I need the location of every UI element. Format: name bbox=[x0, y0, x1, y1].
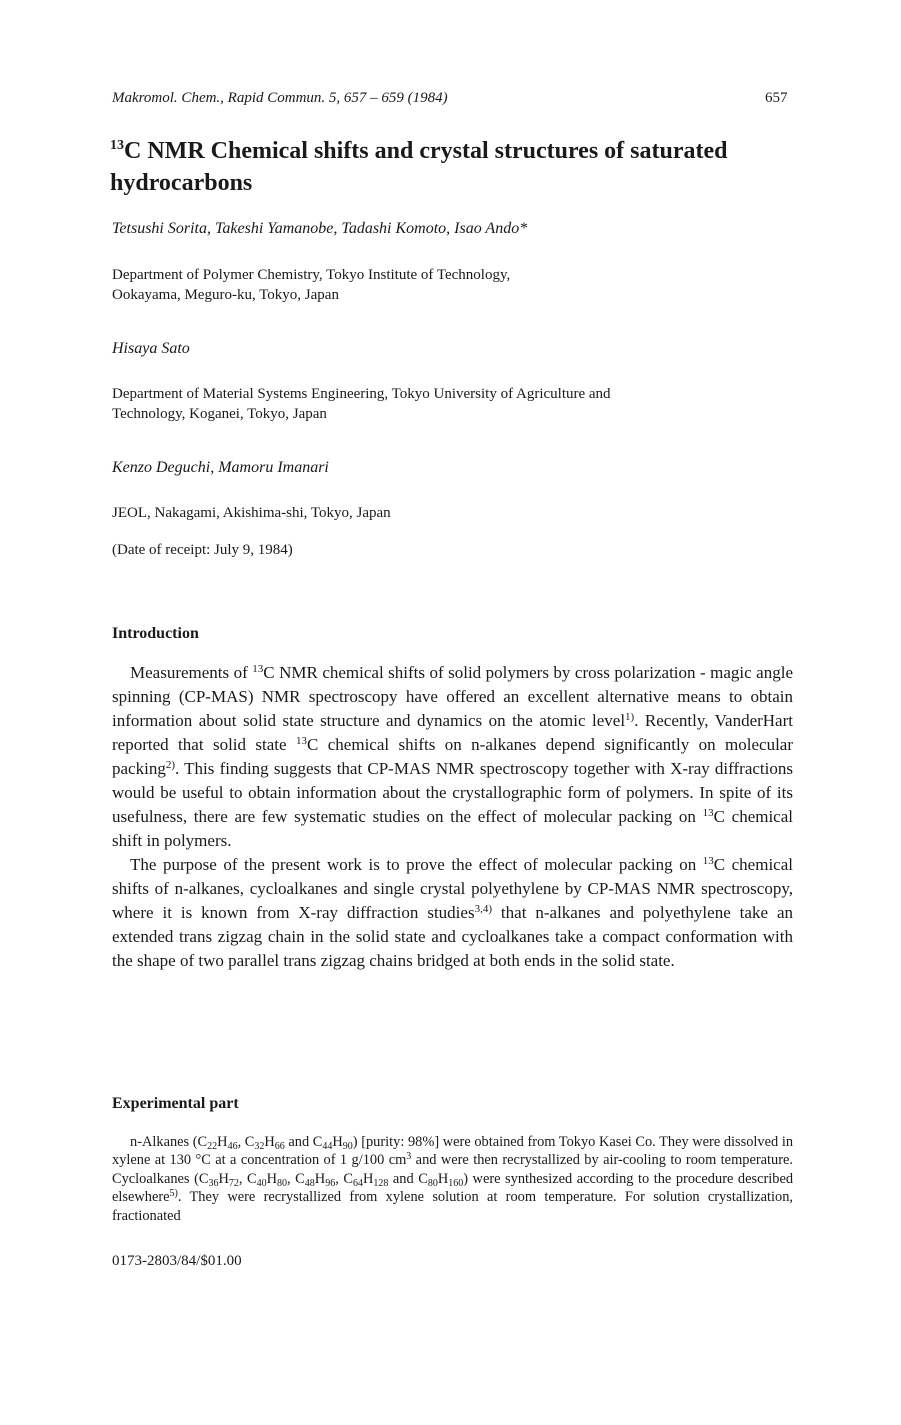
title-isotope-superscript: 13 bbox=[110, 138, 124, 153]
introduction-paragraph-2: The purpose of the present work is to prove the effect of molecular packing on $^{13}$C chemical shifts of n-alkanes, cycloalkanes and single crystal polyethylene by CP-MAS NMR spectroscopy, where it is known from X-ray diffraction studies$^{3,4)}$ that n-alkanes and polyethylene take an extended trans zigzag chain in the solid state and cycloalkanes take a compact conformation with the shape of two parallel trans zigzag chains bridged at both ends in the solid state. bbox=[112, 855, 793, 970]
author-names-1: Tetsushi Sorita, Takeshi Yamanobe, Tadashi Komoto, Isao Ando* bbox=[112, 220, 528, 237]
article-title bbox=[110, 135, 800, 199]
introduction-paragraph-1: Measurements of $^{13}$C NMR chemical shifts of solid polymers by cross polarization - magic angle spinning (CP-MAS) NMR spectroscopy have offered an excellent alternative means to obtain information about solid state structure and dynamics on the atomic level$^{1)}$. Recently, VanderHart reported that solid state $^{13}$C chemical shifts on n-alkanes depend significantly on molecular packing$^{2)}$. This finding suggests that CP-MAS NMR spectroscopy together with X-ray diffractions would be useful to obtain information about the crystallographic form of polymers. In spite of its usefulness, there are few systematic studies on the effect of molecular packing on $^{13}$C chemical shift in polymers. bbox=[112, 663, 793, 850]
date-of-receipt: (Date of receipt: July 9, 1984) bbox=[112, 542, 293, 558]
experimental-body bbox=[112, 1133, 793, 1225]
reference-3-4: 3,4) bbox=[474, 903, 492, 915]
affiliation-1-line-2: Ookayama, Meguro-ku, Tokyo, Japan bbox=[112, 287, 339, 303]
reference-1: 1) bbox=[625, 711, 635, 723]
title-text: C NMR Chemical shifts and crystal structures of saturated hydrocarbons bbox=[110, 138, 728, 196]
affiliation-3-line-1: JEOL, Nakagami, Akishima-shi, Tokyo, Japan bbox=[112, 505, 391, 521]
affiliation-1-line-1: Department of Polymer Chemistry, Tokyo Institute of Technology, bbox=[112, 267, 511, 283]
affiliation-1 bbox=[112, 265, 802, 305]
affiliation-2-line-2: Technology, Koganei, Tokyo, Japan bbox=[112, 406, 327, 422]
introduction-body bbox=[112, 661, 793, 973]
experimental-paragraph-1: n-Alkanes ($C_{22}H_{46}$, $C_{32}H_{66}$ and $C_{44}H_{90}$) [purity: 98%] were obtained from Tokyo Kasei Co. They were dissolved in xylene at 130 °C at a concentration of 1 g/100 $cm^3$ and were then recrystallized by air-cooling to room temperature. Cycloalkanes ($C_{36}H_{72}$, $C_{40}H_{80}$, $C_{48}H_{96}$, $C_{64}H_{128}$ and $C_{80}H_{160}$) were synthesized according to the procedure described elsewhere$^{5)}$. They were recrystallized from xylene solution at room temperature. For solution crystallization, fractionated bbox=[112, 1134, 794, 1224]
introduction-heading: Introduction bbox=[112, 625, 199, 642]
affiliation-2-line-1: Department of Material Systems Engineering, Tokyo University of Agriculture and bbox=[112, 386, 611, 402]
experimental-heading: Experimental part bbox=[112, 1095, 239, 1112]
affiliation-3 bbox=[112, 503, 802, 523]
reference-5: 5) bbox=[169, 1188, 178, 1200]
affiliation-2 bbox=[112, 384, 802, 424]
page-number: 657 bbox=[765, 90, 788, 106]
author-names-3: Kenzo Deguchi, Mamoru Imanari bbox=[112, 459, 329, 476]
journal-citation: Makromol. Chem., Rapid Commun. 5, 657 – 659 (1984) bbox=[112, 90, 448, 106]
reference-2: 2) bbox=[165, 759, 175, 771]
author-names-2: Hisaya Sato bbox=[112, 340, 190, 357]
article-code: 0173-2803/84/$01.00 bbox=[112, 1253, 242, 1269]
